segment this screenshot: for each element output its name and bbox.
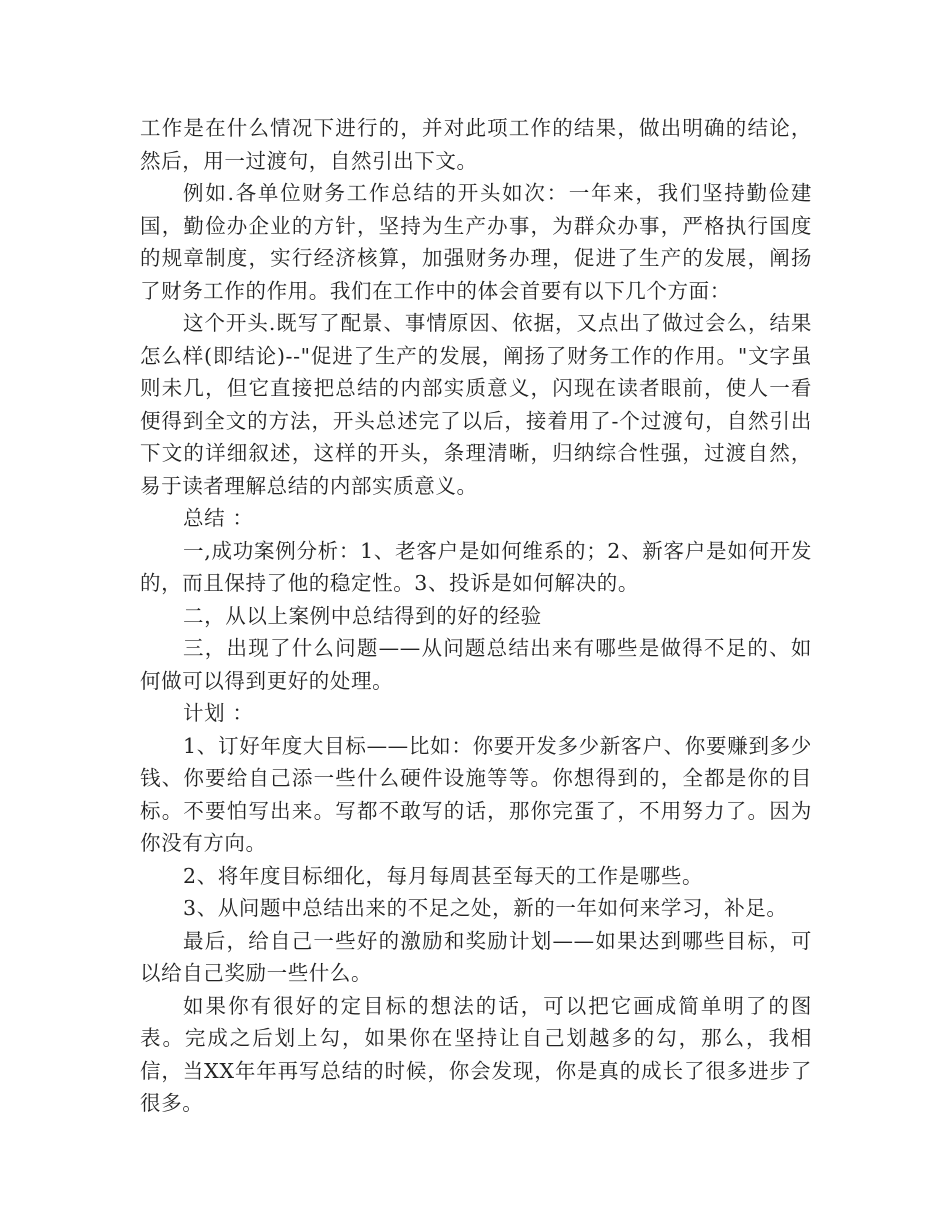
plan-item-3: 3、从问题中总结出来的不足之处，新的一年如何来学习，补足。 xyxy=(183,896,788,920)
paragraph-conclusion: 如果你有很好的定目标的想法的话，可以把它画成简单明了的图表。完成之后划上勾，如果你在坚持让自己划越多的勾，那么，我相信，当XX年年再写总结的时候，你会发现，你是真的成长了很多进步了很多。 xyxy=(140,993,812,1115)
plan-item-2: 2、将年度目标细化，每月每周甚至每天的工作是哪些。 xyxy=(183,863,704,888)
section-heading-plan: 计划 ： xyxy=(183,701,254,725)
paragraph-intro-continuation: 工作是在什么情况下进行的，并对此项工作的结果，做出明确的结论，然后，用一过渡句，自然引出下文。 xyxy=(140,116,812,173)
paragraph-example-analysis: 这个开头.既写了配景、事情原因、依据，又点出了做过会么，结果怎么样(即结论)--"促进了生产的发展，阐扬了财务工作的作用。"文字虽则未几，但它直接把总结的内部实质意义，闪现在读者眼前，使人一看便得到全文的方法，开头总述完了以后，接着用了-个过渡句，自然引出下文的详细叙述，这样的开头，条理清晰，归纳综合性强，过渡自然，易于读者理解总结的内部实质意义。 xyxy=(140,311,812,498)
paragraph-example: 例如.各单位财务工作总结的开头如次：一年来，我们坚持勤俭建国，勤俭办企业的方针，坚持为生产办事，为群众办事，严格执行国度的规章制度，实行经济核算，加强财务办理，促进了生产的发展，阐扬了财务工作的作用。我们在工作中的体会首要有以下几个方面： xyxy=(140,181,812,303)
section-heading-summary: 总结 ： xyxy=(183,506,254,530)
paragraph-motivation: 最后，给自己一些好的激励和奖励计划——如果达到哪些目标，可以给自己奖励一些什么。 xyxy=(140,928,812,985)
plan-item-1: 1、订好年度大目标——比如：你要开发多少新客户、你要赚到多少钱、你要给自己添一些什么硬件设施等等。你想得到的，全都是你的目标。不要怕写出来。写都不敢写的话，那你完蛋了，不用努力了。因为你没有方向。 xyxy=(140,733,812,855)
document-body xyxy=(140,112,812,1120)
summary-item-3: 三，出现了什么问题——从问题总结出来有哪些是做得不足的、如何做可以得到更好的处理。 xyxy=(140,636,812,693)
summary-item-1: 一,成功案例分析：1、老客户是如何维系的；2、新客户是如何开发的，而且保持了他的稳定性。3、投诉是如何解决的。 xyxy=(140,538,812,595)
summary-item-2: 二，从以上案例中总结得到的好的经验 xyxy=(183,603,542,628)
